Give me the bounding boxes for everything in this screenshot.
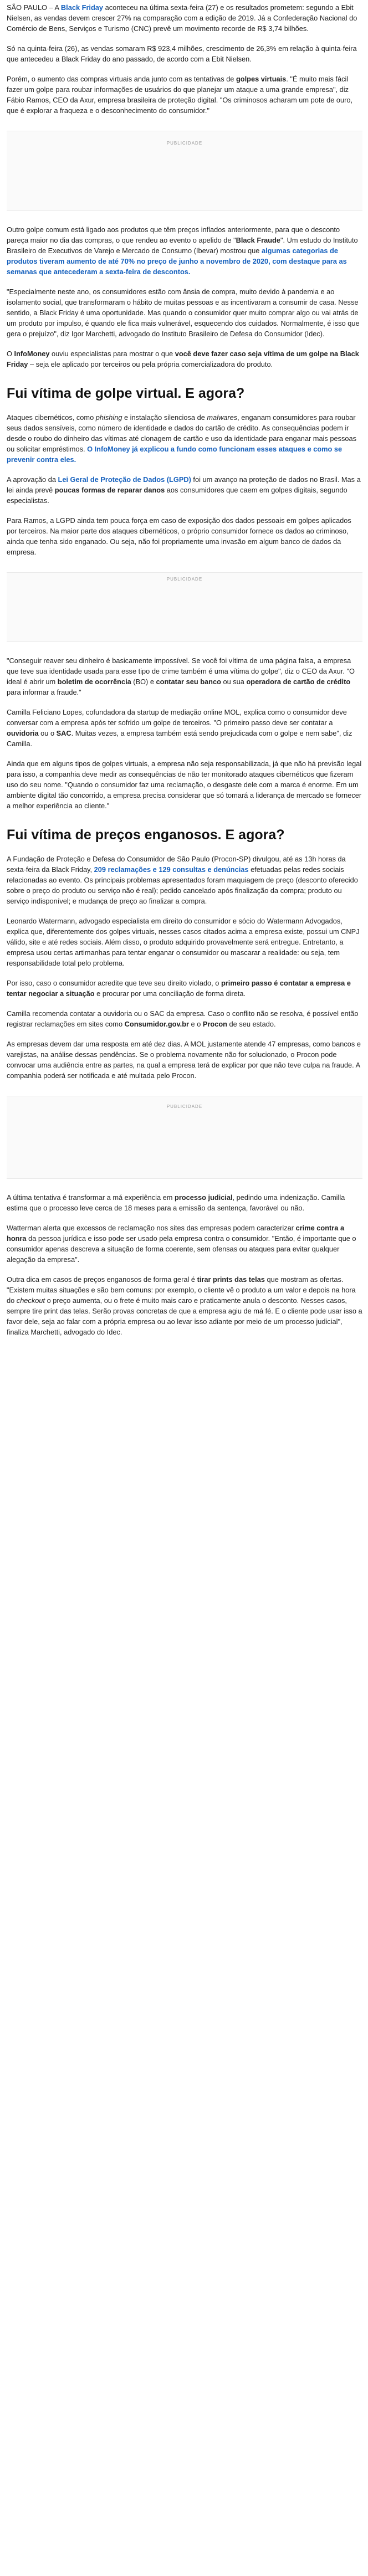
link-ibevar-study[interactable]: algumas categorias de produtos tiveram aumento de até 70% no preço de junho a novembro de 2020, com destaque para as semanas que antecederam a sexta-feira de descontos. [7, 247, 347, 276]
text: Ataques cibernéticos, como [7, 413, 96, 422]
text: e procurar por uma conciliação de forma direta. [94, 989, 246, 998]
text: Outra dica em casos de preços enganosos de forma geral é [7, 1275, 197, 1284]
text: . Muitas vezes, a empresa também está sendo prejudicada com o golpe e nem sabe", diz Camilla. [7, 729, 352, 748]
text: foi um avanço na proteção de dados no Brasil. Mas a lei ainda prevê [7, 475, 361, 494]
bold-crime-honra: crime contra a honra [7, 1224, 345, 1243]
italic-malwares: malwares [207, 413, 238, 422]
text: ". Um estudo do Instituto Brasileiro de Executivos de Varejo e Mercado de Consumo (Ibevar) mostrou que [7, 236, 358, 255]
text: efetuadas pelas redes sociais relacionadas ao evento. Os principais problemas apresentados foram maquiagem de preço (desconto oferecido sobre o preço do produto ou serviço não é real); pedido cancelado após finalização da compra; produto ou serviço indisponível; e mudança de preço ao finalizar a compra. [7, 865, 358, 905]
paragraph-processo [7, 1192, 362, 1213]
text: Por isso, caso o consumidor acredite que teve seu direito violado, o [7, 979, 221, 987]
text: o preço aumenta, ou o frete é muito mais caro e praticamente anula o desconto. Nesses casos, sempre tire print das telas. Serão provas concretas de que a empresa agiu de má fé. E o cliente pode usar isso a favor dele, seja ao falar com a própria empresa ou ao levar isso adiante por meio de um processo judicial", finaliza Marchetti, advogado do Idec. [7, 1296, 362, 1336]
heading-precos-enganosos: Fui vítima de preços enganosos. E agora? [7, 827, 285, 843]
text: Camilla recomenda contatar a ouvidoria ou o SAC da empresa. Caso o conflito não se resolva, é possível então registrar reclamações em sites como [7, 1009, 359, 1028]
text: . "É muito mais fácil fazer um golpe para roubar informações de usuários do que planejar um ataque a uma grande empresa", diz Fábio Ramos, CEO da Axur, empresa brasileira de proteção digital. "Os criminosos acharam um pote de ouro, que é explorar a fraqueza e o desconhecimento do consumidor." [7, 75, 353, 115]
bold-primeiro-passo: primeiro passo é contatar a empresa e tentar negociar a situação [7, 979, 351, 998]
bold-procon: Procon [202, 1020, 227, 1028]
paragraph-camilla [7, 707, 362, 749]
ad-slot [7, 1096, 362, 1179]
text: O [7, 350, 14, 358]
paragraph-black-fraude [7, 224, 362, 277]
link-lgpd[interactable]: Lei Geral de Proteção de Dados (LGPD) [58, 475, 191, 484]
ad-slot [7, 572, 362, 642]
link-black-friday[interactable]: Black Friday [60, 3, 104, 12]
bold-prints: tirar prints das telas [197, 1275, 265, 1284]
bold-ouvidoria: ouvidoria [7, 729, 39, 737]
paragraph-watermann: Leonardo Watermann, advogado especialista em direito do consumidor e sócio do Watermann Advogados, explica que, diferentemente dos golpes virtuais, nesses casos citados acima a empresa existe, possui um CNPJ válido, site e até redes sociais. Além disso, o produto adquirido provavelmente será entregue. Entretanto, a empresa usou certas artimanhas para tentar enganar o consumidor ou mascarar a realidade: ou seja, tem responsabilidade total pelo problema. [7, 917, 360, 967]
bold-operadora: operadora de cartão de crédito [246, 678, 351, 686]
paragraph-lgpd [7, 474, 362, 506]
paragraph-ramos: Para Ramos, a LGPD ainda tem pouca força em caso de exposição dos dados pessoais em golpes aplicados por terceiros. Na maior parte dos ataques cibernéticos, o próprio consumidor fornece os dados ao criminoso, ainda que tenha sido enganado. Ou seja, não foi propriamente uma invasão em algum banco de dados da empresa. [7, 516, 351, 556]
ad-slot [7, 131, 362, 211]
paragraph-dez-dias: As empresas devem dar uma resposta em até dez dias. A MOL justamente atende 47 empresas, como bancos e varejistas, na análise dessas pendências. Se o problema novamente não for solucionado, o Procon pode convocar uma audiência entre as partes, na qual a empresa terá de explicar por que não teve culpa na fraude. A companhia poderá ser notificada e até multada pelo Procon. [7, 1040, 361, 1080]
bold-processo-judicial: processo judicial [175, 1193, 233, 1202]
paragraph-igor-quote: "Especialmente neste ano, os consumidores estão com ânsia de compra, muito devido à pandemia e ao isolamento social, que transformaram o hábito de muitas pessoas e as incentivaram a consumir de casa. Nesse sentido, a Black Friday é uma oportunidade. Mas quando o consumidor quer muito comprar algo ou vai atrás de um produto por impulso, é quando ele fica mais vulnerável, esquecendo dos cuidados. Normalmente, é isso que gera o prejuízo", diz Igor Marchetti, advogado do Instituto Brasileiro de Defesa do Consumidor (Idec). [7, 288, 360, 338]
text: ou o [38, 729, 57, 737]
bold-bo: boletim de ocorrência [57, 678, 131, 686]
text: A Fundação de Proteção e Defesa do Consumidor de São Paulo (Procon-SP) divulgou, até as 13h horas da sexta-feira da Black Friday, [7, 855, 346, 874]
bold-golpes-virtuais: golpes virtuais [236, 75, 287, 83]
bold-black-fraude: Black Fraude [236, 236, 280, 244]
text: para informar a fraude." [7, 688, 81, 696]
text: (BO) e [131, 678, 156, 686]
text: aos consumidores que caem em golpes digitais, segundo especialistas. [7, 486, 347, 505]
text: da pessoa jurídica e isso pode ser usado pela empresa contra o consumidor. "Então, é importante que o consumidor apenas descreva a situação de forma coerente, sem ofensas ou ataques para evitar qualquer alegação da empresa". [7, 1234, 356, 1264]
text: de seu estado. [227, 1020, 276, 1028]
text: ouviu especialistas para mostrar o que [49, 350, 175, 358]
text: "Conseguir reaver seu dinheiro é basicamente impossível. Se você foi vítima de uma página falsa, a empresa que teve sua identidade usada para esse tipo de crime também é uma vítima do golpe", diz o CEO da Axur. "O ideal é abrir um [7, 656, 355, 686]
text: – seja ele aplicado por terceiros ou pela própria comercializadora do produto. [28, 360, 273, 368]
text: , pedindo uma indenização. Camilla estima que o processo leve cerca de 18 meses para a emissão da sentença, favorável ou não. [7, 1193, 345, 1212]
paragraph-responsabilizada: Ainda que em alguns tipos de golpes virtuais, a empresa não seja responsabilizada, já que não há previsão legal para isso, a companhia deve medir as consequências de não ter monitorado ataques cibernéticos que fizeram uso do seu nome. "Quando o consumidor faz uma reclamação, o desgaste dele com a marca é enorme. Em um ambiente digital tão concorrido, a empresa precisa considerar que só tomará a liderança de mercado se fornecer a melhor experiência ao cliente." [7, 760, 362, 810]
paragraph-prints [7, 1274, 362, 1337]
italic-checkout: checkout [16, 1296, 45, 1305]
bold-sac: SAC [56, 729, 71, 737]
text: e instalação silenciosa de [122, 413, 207, 422]
text: Outro golpe comum está ligado aos produtos que têm preços inflados anteriormente, para que o desconto pareça maior no dia das compras, o que rendeu ao evento o apelido de " [7, 225, 340, 244]
ad-label: PUBLICIDADE [166, 141, 203, 146]
text: aconteceu na última sexta-feira (27) e os resultados prometem: segundo a Ebit Nielsen, as vendas devem crescer 27% na comparação com a edição de 2019. Já a Confederação Nacional do Comércio de Bens, Serviços e Turismo (CNC) prevê um movimento recorde de R$ 3,74 bilhões. [7, 3, 357, 33]
text: ou sua [221, 678, 247, 686]
bold-golpe: você deve fazer caso seja vítima de um golpe na Black Friday [7, 350, 359, 368]
paragraph-sales: Só na quinta-feira (26), as vendas somaram R$ 923,4 milhões, crescimento de 26,3% em relação à quinta-feira que antecedeu a Black Friday do ano passado, de acordo com a Ebit Nielsen. [7, 44, 357, 63]
text: e o [189, 1020, 203, 1028]
paragraph-ataques [7, 412, 362, 465]
paragraph-honra [7, 1223, 362, 1265]
paragraph-ouvidoria-sac [7, 1008, 362, 1029]
paragraph-intro [7, 2, 362, 34]
bold-reparar-danos: poucas formas de reparar danos [54, 486, 165, 494]
ad-label: PUBLICIDADE [166, 577, 203, 582]
text: A última tentativa é transformar a má experiência em [7, 1193, 175, 1202]
link-infomoney-explicou[interactable]: O InfoMoney já explicou a fundo como funcionam esses ataques e como se prevenir contra eles. [7, 445, 343, 464]
text: Camilla Feliciano Lopes, cofundadora da startup de mediação online MOL, explica como o consumidor deve conversar com a empresa após ter sofrido um golpe de terceiros. "O primeiro passo deve ser contatar a [7, 708, 347, 727]
bold-consumidor-gov: Consumidor.gov.br [124, 1020, 189, 1028]
text: que mostram as ofertas. "Existem muitas situações e são bem comuns: por exemplo, o cliente vê o produto a um valor e depois na hora do [7, 1275, 356, 1305]
paragraph-reaver [7, 655, 362, 697]
text: SÃO PAULO – A [7, 3, 61, 12]
link-reclamacoes[interactable]: 209 reclamações e 129 consultas e denúncias [94, 865, 249, 874]
text: Porém, o aumento das compras virtuais anda junto com as tentativas de [7, 75, 236, 83]
text: , enganam consumidores para roubar seus dados sensíveis, como número de identidade e dados do cartão de crédito. As consequências podem ir desde o roubo do dinheiro das vítimas até clonagem de cartão e uso da identidade para enganar mais pessoas ou solicitar empréstimos. [7, 413, 357, 453]
text: A aprovação da [7, 475, 58, 484]
paragraph-golpes [7, 74, 362, 116]
italic-phishing: phishing [95, 413, 122, 422]
paragraph-procon [7, 854, 362, 906]
bold-banco: contatar seu banco [156, 678, 221, 686]
heading-golpe-virtual: Fui vítima de golpe virtual. E agora? [7, 386, 245, 401]
ad-label: PUBLICIDADE [166, 1104, 203, 1109]
paragraph-primeiro-passo [7, 978, 362, 999]
paragraph-infomoney [7, 348, 362, 370]
text: Watterman alerta que excessos de reclamação nos sites das empresas podem caracterizar [7, 1224, 296, 1232]
bold-infomoney: InfoMoney [14, 350, 50, 358]
